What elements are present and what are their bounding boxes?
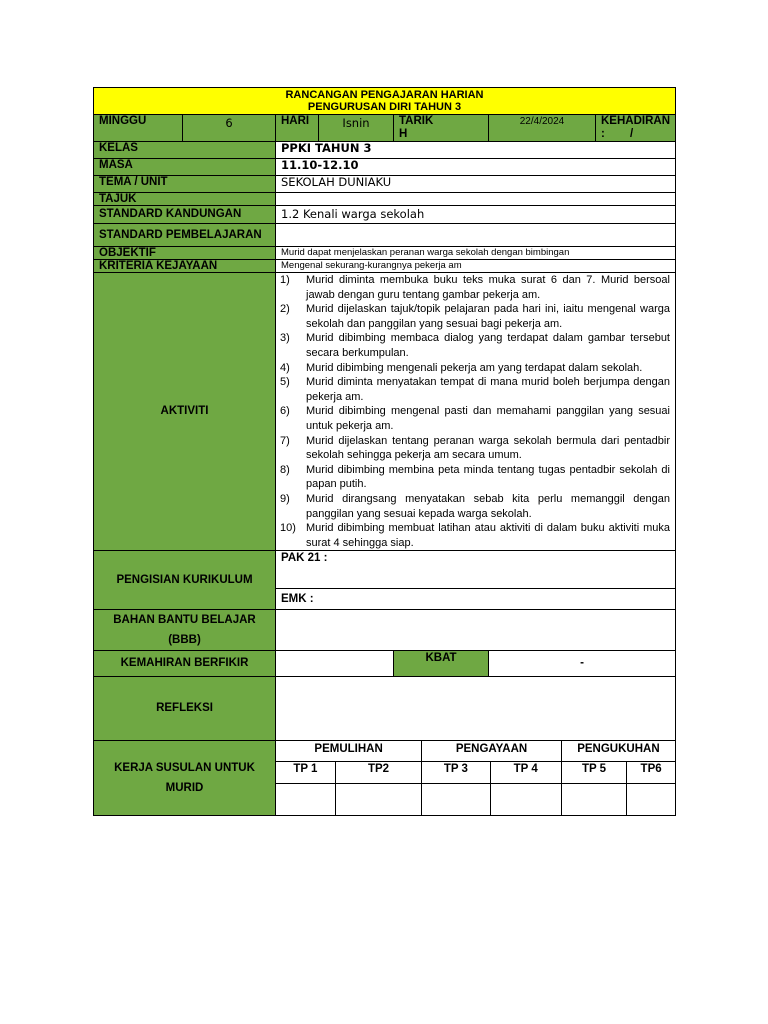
pengayaan-header: PENGAYAAN <box>422 741 562 761</box>
aktiviti-content <box>276 273 676 551</box>
aktiviti-item <box>280 375 670 404</box>
tp2-header: TP2 <box>335 761 421 783</box>
aktiviti-item-number: 8) <box>280 463 290 476</box>
hari-label: HARI <box>276 115 319 142</box>
kehadiran-label: KEHADIRAN : <box>601 115 670 140</box>
aktiviti-item <box>280 361 670 376</box>
objektif-value: Murid dapat menjelaskan peranan warga sekolah dengan bimbingan <box>276 247 676 260</box>
pengukuhan-header: PENGUKUHAN <box>561 741 675 761</box>
aktiviti-item-number: 4) <box>280 361 290 374</box>
aktiviti-item-text: Murid dibimbing membaca dialog yang terdapat dalam gambar tersebut secara berkumpulan. <box>306 332 670 359</box>
tajuk-value <box>276 193 676 206</box>
refleksi-label: REFLEKSI <box>94 677 276 741</box>
tp6-cell <box>627 783 675 815</box>
sp-label: STANDARD PEMBELAJARAN <box>94 224 276 247</box>
emk-label: EMK : <box>276 589 676 610</box>
minggu-label: MINGGU <box>94 115 183 142</box>
kerja-susulan-grid <box>276 741 676 816</box>
kbat-value: - <box>489 651 676 677</box>
aktiviti-item <box>280 434 670 463</box>
kerja-susulan-label <box>94 741 276 816</box>
tp3-cell <box>422 783 490 815</box>
aktiviti-item <box>280 521 670 550</box>
tp3-header: TP 3 <box>422 761 490 783</box>
aktiviti-item-text: Murid dijelaskan tajuk/topik pelajaran pada hari ini, iaitu mengenal warga sekolah dan panggilan yang sesuai bagi pekerja am. <box>306 303 670 330</box>
sk-label: STANDARD KANDUNGAN <box>94 206 276 224</box>
aktiviti-item-text: Murid diminta menyatakan tempat di mana murid boleh berjumpa dengan pekerja am. <box>306 376 670 403</box>
rph-table <box>93 87 676 816</box>
title-line-1: RANCANGAN PENGAJARAN HARIAN <box>285 89 484 101</box>
kerja-susulan-line-1: KERJA SUSULAN UNTUK <box>114 762 255 775</box>
aktiviti-item-number: 3) <box>280 332 290 345</box>
tp4-header: TP 4 <box>490 761 561 783</box>
pak21-label: PAK 21 : <box>276 551 676 589</box>
aktiviti-item-text: Murid diminta membuka buku teks muka surat 6 dan 7. Murid bersoal jawab dengan guru tentang gambar pekerja am. <box>306 274 670 301</box>
aktiviti-item <box>280 331 670 360</box>
aktiviti-item-text: Murid dibimbing membina peta minda tentang tugas pentadbir sekolah di papan putih. <box>306 463 670 491</box>
rph-document <box>93 87 675 816</box>
document-title <box>94 88 676 115</box>
aktiviti-item-number: 2) <box>280 303 290 316</box>
tp6-header: TP6 <box>627 761 675 783</box>
aktiviti-item-number: 7) <box>280 434 290 447</box>
aktiviti-label: AKTIVITI <box>94 273 276 551</box>
aktiviti-item-text: Murid dijelaskan tentang peranan warga sekolah bermula dari pentadbir sekolah sehingga pekerja am secara umum. <box>306 434 670 462</box>
minggu-value: 6 <box>183 115 276 142</box>
tp2-cell <box>335 783 421 815</box>
bbb-label-line-1: BAHAN BANTU BELAJAR <box>113 614 256 627</box>
kehadiran-value: / <box>630 128 634 140</box>
tp5-header: TP 5 <box>561 761 626 783</box>
bbb-label-line-2: (BBB) <box>168 634 201 647</box>
tp1-header: TP 1 <box>276 761 335 783</box>
pengisian-label: PENGISIAN KURIKULUM <box>94 551 276 610</box>
aktiviti-item <box>280 273 670 302</box>
bbb-label <box>94 610 276 651</box>
masa-value: 11.10-12.10 <box>276 159 676 176</box>
aktiviti-item-text: Murid dirangsang menyatakan sebab kita perlu memanggil dengan panggilan yang sesuai kepada warga sekolah. <box>306 492 670 520</box>
tarikh-value: 22/4/2024 <box>489 115 596 142</box>
kelas-label: KELAS <box>94 142 276 159</box>
masa-label: MASA <box>94 159 276 176</box>
kbat-label: KBAT <box>394 651 489 677</box>
aktiviti-item-text: Murid dibimbing mengenali pekerja am yang terdapat dalam sekolah. <box>306 361 643 374</box>
aktiviti-item-number: 9) <box>280 492 290 505</box>
tp1-cell <box>276 783 335 815</box>
sk-value: 1.2 Kenali warga sekolah <box>276 206 676 224</box>
tarikh-label-text: TARIK H <box>399 115 434 140</box>
sp-value <box>276 224 676 247</box>
kriteria-label: KRITERIA KEJAYAAN <box>94 260 276 273</box>
refleksi-value <box>276 677 676 741</box>
aktiviti-item-number: 1) <box>280 274 290 286</box>
aktiviti-item <box>280 404 670 433</box>
tema-label: TEMA / UNIT <box>94 176 276 193</box>
aktiviti-item-text: Murid dibimbing mengenal pasti dan memahami panggilan yang sesuai untuk pekerja am. <box>306 405 670 432</box>
tema-value: SEKOLAH DUNIAKU <box>276 176 676 193</box>
aktiviti-item <box>280 463 670 492</box>
aktiviti-item-text: Murid dibimbing membuat latihan atau aktiviti di dalam buku aktiviti muka surat 4 sehingga siap. <box>306 522 670 549</box>
pemulihan-header: PEMULIHAN <box>276 741 422 761</box>
hari-value: Isnin <box>319 115 394 142</box>
kemahiran-label: KEMAHIRAN BERFIKIR <box>94 651 276 677</box>
title-line-2: PENGURUSAN DIRI TAHUN 3 <box>307 101 462 113</box>
aktiviti-list <box>280 273 670 550</box>
tarikh-label <box>394 115 489 142</box>
kehadiran-cell <box>596 115 676 142</box>
kelas-value: PPKI TAHUN 3 <box>276 142 676 159</box>
kerja-susulan-subtable <box>276 741 675 815</box>
tp5-cell <box>561 783 626 815</box>
aktiviti-item-number: 5) <box>280 376 290 389</box>
bbb-value <box>276 610 676 651</box>
objektif-label: OBJEKTIF <box>94 247 276 260</box>
tp4-cell <box>490 783 561 815</box>
kemahiran-value <box>276 651 394 677</box>
kerja-susulan-line-2: MURID <box>165 782 204 795</box>
kriteria-value: Mengenal sekurang-kurangnya pekerja am <box>276 260 676 273</box>
aktiviti-item-number: 6) <box>280 405 290 418</box>
tajuk-label: TAJUK <box>94 193 276 206</box>
aktiviti-item <box>280 302 670 331</box>
aktiviti-item <box>280 492 670 521</box>
aktiviti-item-number: 10) <box>280 522 296 535</box>
